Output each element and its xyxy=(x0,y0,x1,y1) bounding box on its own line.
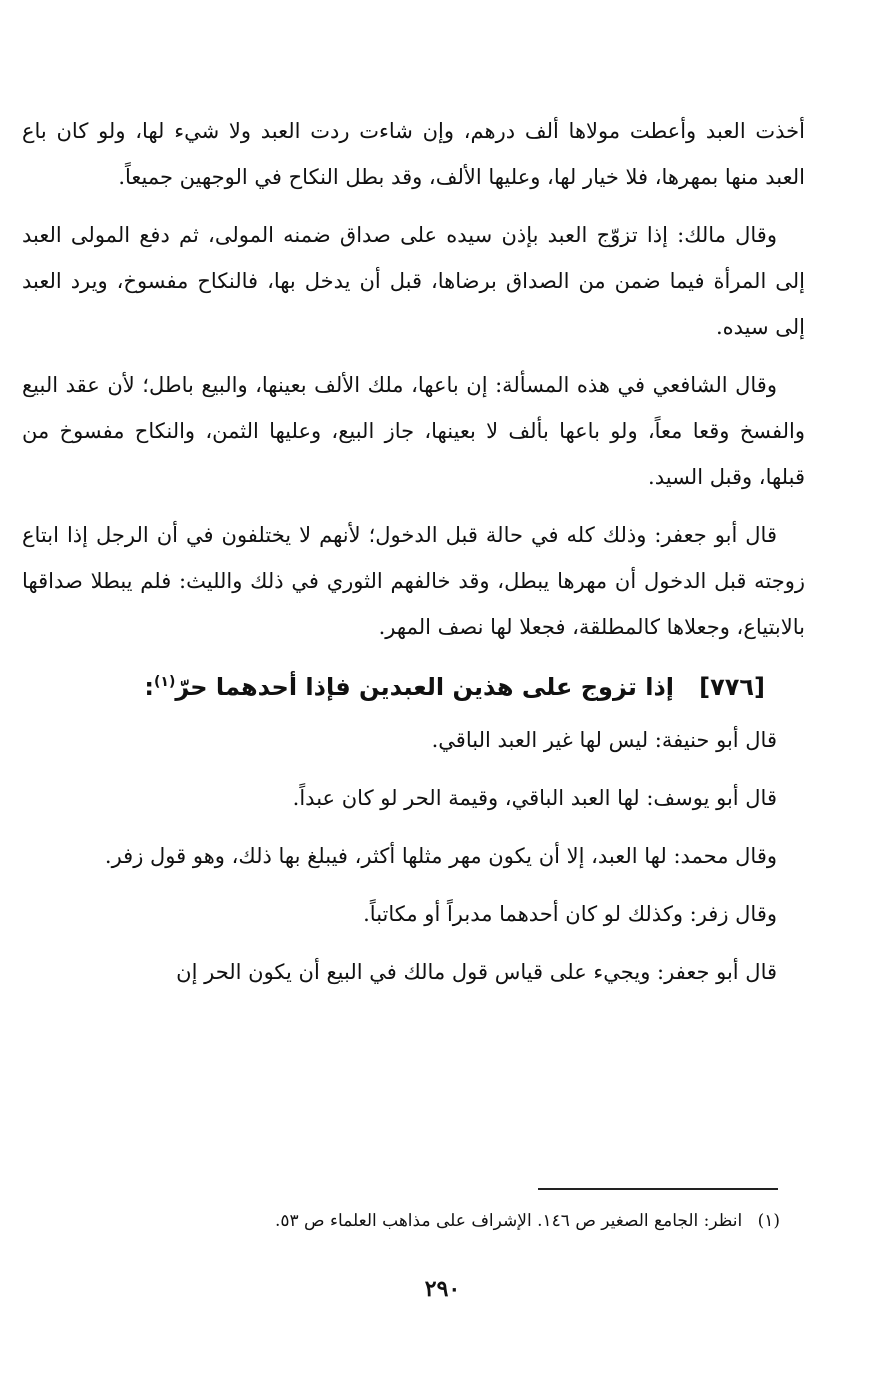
paragraph-1: أخذت العبد وأعطت مولاها ألف درهم، وإن شاءت ردت العبد ولا شيء لها، ولو كان باع العبد منها بمهرها، فلا خيار لها، وعليها الألف، وقد بطل النكاح في الوجهين جميعاً. xyxy=(22,119,805,189)
page-number: ٢٩٠ xyxy=(424,1276,461,1302)
section-paragraph-2: قال أبو يوسف: لها العبد الباقي، وقيمة الحر لو كان عبداً. xyxy=(292,786,777,810)
section-footnote-ref: (١) xyxy=(153,674,176,690)
section-suffix: : xyxy=(144,673,154,701)
section-paragraph-3: وقال محمد: لها العبد، إلا أن يكون مهر مثلها أكثر، فيبلغ بها ذلك، وهو قول زفر. xyxy=(104,844,777,868)
footnote xyxy=(80,1206,780,1236)
section-heading xyxy=(22,662,765,707)
section-number: [٧٧٦] xyxy=(699,673,765,701)
footnote-text: انظر: الجامع الصغير ص ١٤٦. الإشراف على مذاهب العلماء ص ٥٣. xyxy=(274,1211,743,1231)
footnote-number: (١) xyxy=(757,1211,780,1231)
section-title: إذا تزوج على هذين العبدين فإذا أحدهما حرّ xyxy=(175,673,675,701)
paragraph-4: قال أبو جعفر: وذلك كله في حالة قبل الدخول؛ لأنهم لا يختلفون في أن الرجل إذا ابتاع زوجته قبل الدخول أن مهرها يبطل، وقد خالفهم الثوري في ذلك والليث: فلم يبطلا صداقها بالابتياع، وجعلاها كالمطلقة، فجعلا لها نصف المهر. xyxy=(22,523,805,639)
footnote-divider xyxy=(538,1188,778,1190)
section-paragraph-1: قال أبو حنيفة: ليس لها غير العبد الباقي. xyxy=(431,728,777,752)
section-paragraph-4: وقال زفر: وكذلك لو كان أحدهما مدبراً أو مكاتباً. xyxy=(363,902,777,926)
paragraph-3: وقال الشافعي في هذه المسألة: إن باعها، ملك الألف بعينها، والبيع باطل؛ لأن عقد البيع والفسخ وقعا معاً، ولو باعها بألف لا بعينها، جاز البيع، وعليها الثمن، والنكاح مفسوخ من قبلها، وقبل السيد. xyxy=(22,373,805,489)
section-paragraph-5: قال أبو جعفر: ويجيء على قياس قول مالك في البيع أن يكون الحر إن xyxy=(176,960,777,984)
paragraph-2: وقال مالك: إذا تزوّج العبد بإذن سيده على صداق ضمنه المولى، ثم دفع المولى العبد إلى المرأة فيما ضمن من الصداق برضاها، قبل أن يدخل بها، فالنكاح مفسوخ، ويرد العبد إلى سيده. xyxy=(22,223,806,339)
